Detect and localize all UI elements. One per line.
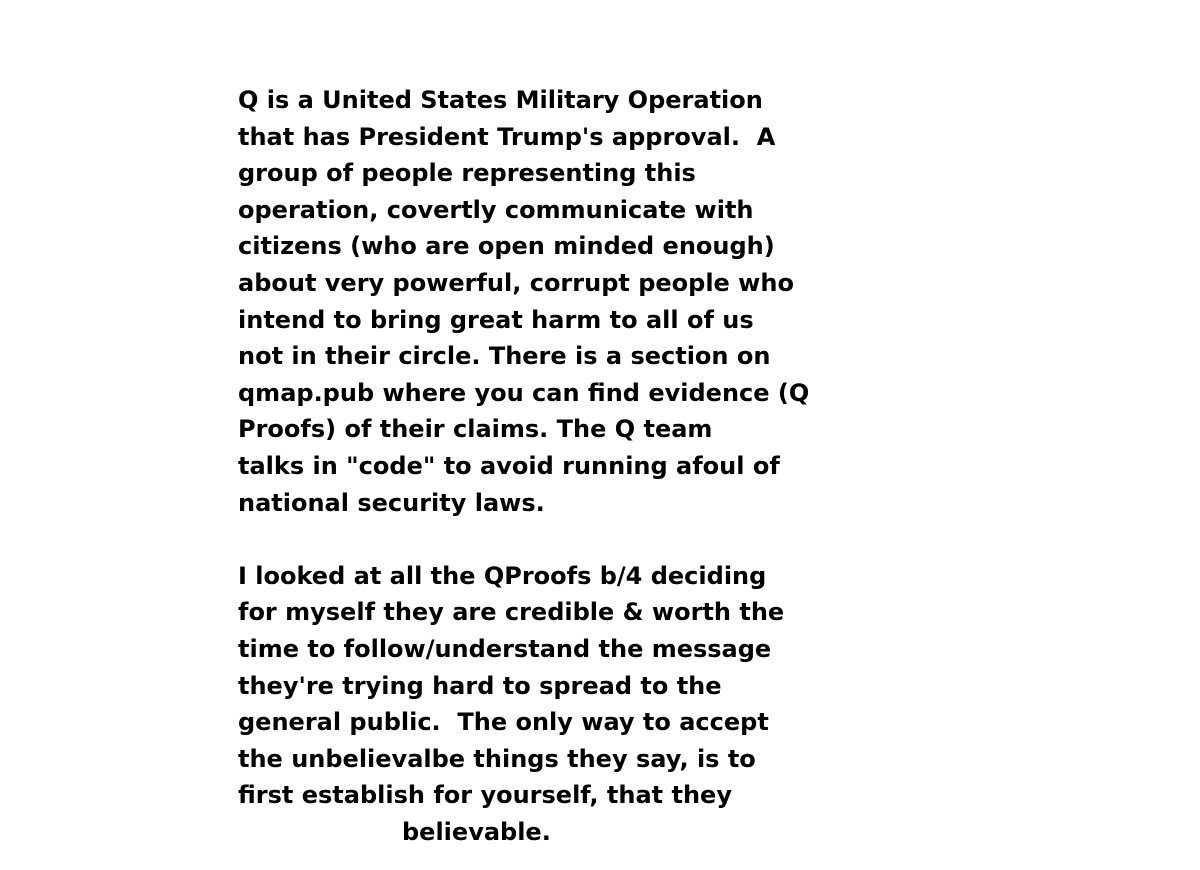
text-line: group of people representing this xyxy=(238,159,696,188)
text-line: believable. xyxy=(402,817,551,846)
text-line: citizens (who are open minded enough) xyxy=(238,232,775,261)
paragraph-gap xyxy=(238,521,798,558)
paragraph-1 xyxy=(238,82,810,521)
text-line: first establish for yourself, that they xyxy=(238,781,732,810)
text-line: that has President Trump's approval. A xyxy=(238,122,776,151)
text-line: national security laws. xyxy=(238,488,545,517)
text-line: general public. The only way to accept xyxy=(238,708,769,737)
text-line: intend to bring great harm to all of us xyxy=(238,305,754,334)
text-line: for myself they are credible & worth the xyxy=(238,598,785,627)
text-line: they're trying hard to spread to the xyxy=(238,671,722,700)
text-line: the unbelievalbe things they say, is to xyxy=(238,744,756,773)
text-line: talks in "code" to avoid running afoul of xyxy=(238,451,780,480)
text-line: not in their circle. There is a section on xyxy=(238,342,771,371)
text-line: I looked at all the QProofs b/4 deciding xyxy=(238,561,767,590)
text-line: qmap.pub where you can find evidence (Q xyxy=(238,378,810,407)
text-line: about very powerful, corrupt people who xyxy=(238,268,794,297)
text-line: operation, covertly communicate with xyxy=(238,195,754,224)
text-line: time to follow/understand the message xyxy=(238,634,772,663)
document-text xyxy=(238,82,810,850)
paragraph-2 xyxy=(238,558,798,851)
text-line: Q is a United States Military Operation xyxy=(238,86,763,114)
text-line: Proofs) of their claims. The Q team xyxy=(238,415,713,444)
